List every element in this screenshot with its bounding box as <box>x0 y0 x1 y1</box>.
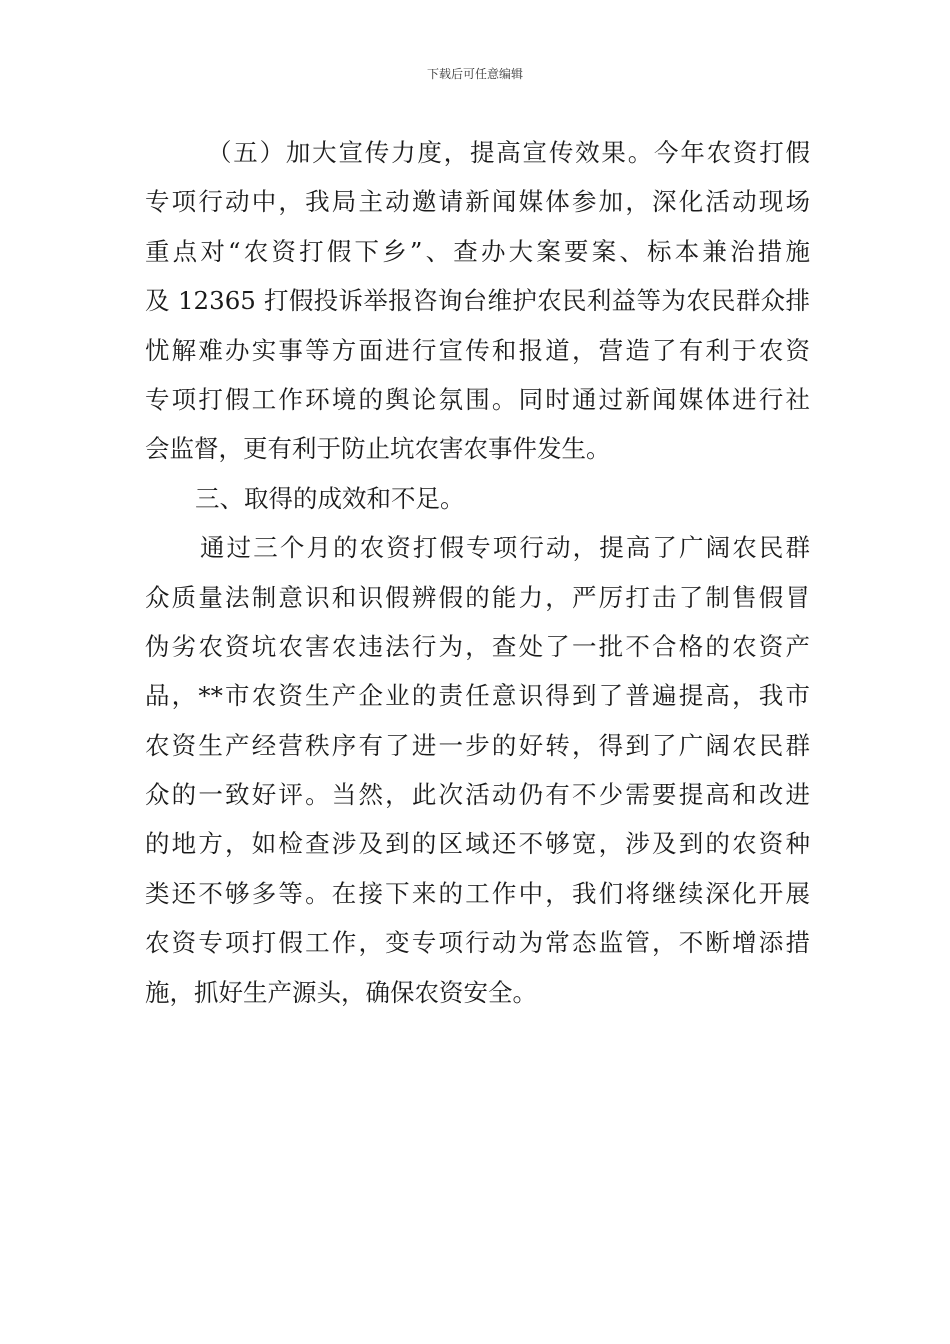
paragraph-line: 忧解难办实事等方面进行宣传和报道，营造了有利于农资 <box>145 335 810 365</box>
paragraph-line: 品，**市农资生产企业的责任意识得到了普遍提高，我市 <box>145 681 810 711</box>
paragraph-line: （五）加大宣传力度，提高宣传效果。今年农资打假 <box>207 138 810 167</box>
paragraph-line: 众质量法制意识和识假辨假的能力，严厉打击了制售假冒 <box>145 582 810 612</box>
paragraph-line: 通过三个月的农资打假专项行动，提高了广阔农民群 <box>200 533 810 563</box>
paragraph-line: 的地方，如检查涉及到的区域还不够宽，涉及到的农资种 <box>145 829 810 859</box>
section-heading: 三、取得的成效和不足。 <box>195 483 465 513</box>
paragraph-line: 及 12365 打假投诉举报咨询台维护农民利益等为农民群众排 <box>145 286 810 316</box>
paragraph-line: 会监督，更有利于防止坑农害农事件发生。 <box>145 434 611 464</box>
paragraph-line: 众的一致好评。当然，此次活动仍有不少需要提高和改进 <box>145 780 810 810</box>
paragraph-line: 专项行动中，我局主动邀请新闻媒体参加，深化活动现场 <box>145 187 810 217</box>
paragraph-line: 专项打假工作环境的舆论氛围。同时通过新闻媒体进行社 <box>145 384 810 414</box>
paragraph-line: 伪劣农资坑农害农违法行为，查处了一批不合格的农资产 <box>145 631 810 661</box>
paragraph-line: 农资专项打假工作，变专项行动为常态监管，不断增添措 <box>145 928 810 958</box>
document-body <box>145 128 810 1017</box>
paragraph-line: 施，抓好生产源头，确保农资安全。 <box>145 977 537 1007</box>
paragraph-results <box>145 523 810 1017</box>
paragraph-line: 重点对“农资打假下乡”、查办大案要案、标本兼治措施 <box>145 236 810 266</box>
page-header: 下载后可任意编辑 <box>426 67 523 81</box>
paragraph-line: 农资生产经营秩序有了进一步的好转，得到了广阔农民群 <box>145 730 810 760</box>
paragraph-publicity <box>145 128 810 474</box>
paragraph-line: 类还不够多等。在接下来的工作中，我们将继续深化开展 <box>145 878 810 908</box>
